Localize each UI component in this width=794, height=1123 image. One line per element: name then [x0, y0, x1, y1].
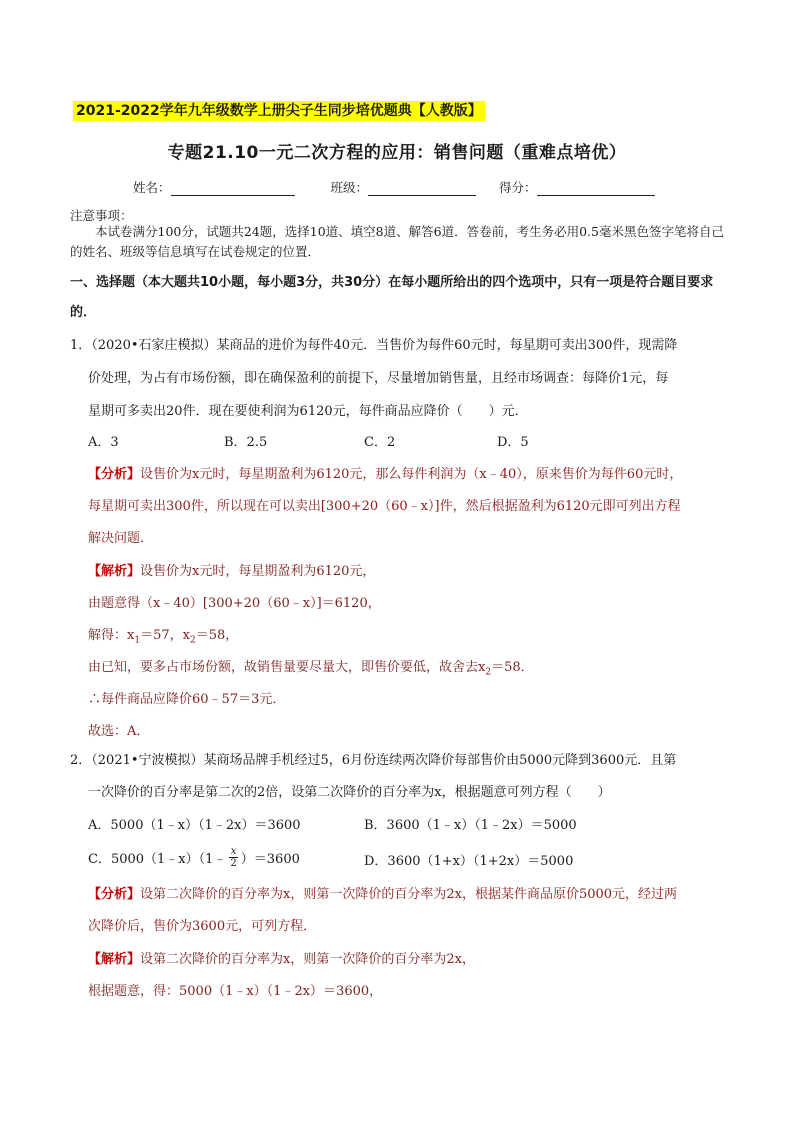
class-label: 班级：	[330, 180, 369, 195]
q1-analysis-text-1: 设售价为x元时，每星期盈利为6120元，那么每件利润为（x﹣40），原来售价为每件60元时，	[140, 467, 683, 482]
q2-analysis-tag: 【分析】	[88, 887, 141, 902]
notice-heading: 注意事项：	[70, 208, 133, 223]
q1-sub-1: 1	[134, 635, 141, 646]
q2-analysis-line-2: 次降价后，售价为3600元，可列方程．	[88, 919, 317, 934]
name-blank[interactable]	[171, 182, 295, 196]
q1-solution-line-3	[70, 624, 238, 646]
q2-solution-line-1	[70, 948, 475, 967]
q2-choice-d[interactable]: D．3600（1+x）（1+2x）＝5000	[364, 854, 574, 869]
q1-solution-4a: 由已知，要多占市场份额，故销售量要尽量大，即售价要低，故舍去x	[88, 660, 486, 675]
q1-solution-line-4	[70, 656, 534, 678]
q1-sub-2b: 2	[485, 667, 492, 678]
q1-line-2: 价处理，为占有市场份额，即在确保盈利的前提下，尽量增加销售量，且经市场调查：每降价1元，每	[88, 371, 669, 386]
document-title: 专题21.10一元二次方程的应用：销售问题（重难点培优）	[167, 143, 627, 163]
score-blank[interactable]	[537, 182, 655, 196]
q1-choice-b[interactable]: B．2.5	[224, 435, 268, 450]
score-field[interactable]	[499, 178, 655, 196]
q1-solution-line-1	[70, 560, 375, 579]
student-info-row	[133, 178, 655, 196]
q1-solution-3a: 解得：x	[88, 628, 135, 643]
q1-choice-d[interactable]: D．5	[497, 435, 529, 450]
q1-solution-line-6: 故选：A．	[88, 724, 150, 739]
q2-fraction-denominator: 2	[230, 858, 237, 869]
q1-solution-line-2: 由题意得（x﹣40）[300+20（60﹣x）]＝6120，	[88, 596, 381, 611]
q2-line-2: 一次降价的百分率是第二次的2倍，设第二次降价的百分率为x，根据题意可列方程（ ）	[88, 785, 611, 800]
q2-fraction-numerator: x	[230, 846, 237, 857]
q2-choice-c-post: ）＝3600	[240, 852, 300, 867]
notice-body: 本试卷满分100分，试题共24题，选择10道、填空8道、解答6道．答卷前，考生务必用0.5毫米黑色签字笔将自己的姓名、班级等信息填写在试卷规定的位置．	[70, 224, 724, 259]
name-label: 姓名：	[133, 180, 171, 195]
q1-choice-a[interactable]: A．3	[88, 435, 119, 450]
q1-sub-2: 2	[189, 635, 196, 646]
name-field[interactable]	[133, 178, 295, 196]
class-field[interactable]	[331, 178, 477, 196]
q1-choice-c[interactable]: C．2	[364, 435, 396, 450]
q2-choice-c-pre: C．5000（1﹣x）（1﹣	[88, 852, 227, 867]
q1-analysis-line-1	[70, 463, 682, 482]
q2-solution-line-2: 根据题意，得：5000（1﹣x）（1﹣2x）＝3600，	[88, 984, 383, 999]
q1-line-3: 星期可多卖出20件．现在要使利润为6120元，每件商品应降价（ ）元．	[88, 404, 528, 419]
q1-solution-text-1: 设售价为x元时，每星期盈利为6120元，	[140, 564, 376, 579]
q1-analysis-tag: 【分析】	[88, 467, 141, 482]
q1-line-1: 1．（2020•石家庄模拟）某商品的进价为每件40元．当售价为每件60元时，每星期可卖出300件，现需降	[70, 338, 678, 353]
q2-analysis-text-1: 设第二次降价的百分率为x，则第一次降价的百分率为2x，根据某件商品原价5000元，经过两	[140, 887, 678, 902]
q2-choice-a[interactable]: A．5000（1﹣x）（1﹣2x）＝3600	[88, 818, 301, 833]
q2-analysis-line-1	[70, 883, 677, 902]
section-heading: 一、选择题（本大题共10小题，每小题3分，共30分）在每小题所给出的四个选项中，只有一项是符合题目要求的．	[70, 275, 714, 320]
q1-solution-3b: ＝57，x	[140, 628, 190, 643]
q2-line-1: 2．（2021•宁波模拟）某商场品牌手机经过5，6月份连续两次降价每部售价由5000元降到3600元．且第	[70, 753, 677, 768]
q1-solution-3c: ＝58，	[195, 628, 239, 643]
score-label: 得分：	[499, 180, 537, 195]
q2-choice-b[interactable]: B．3600（1﹣x）（1﹣2x）＝5000	[364, 818, 577, 833]
q2-solution-tag: 【解析】	[88, 952, 141, 967]
q1-analysis-line-3: 解决问题．	[88, 531, 154, 546]
q1-solution-4b: ＝58．	[491, 660, 534, 675]
q2-choice-c-fraction	[228, 846, 238, 869]
header-banner: 2021-2022学年九年级数学上册尖子生同步培优题典【人教版】	[73, 101, 485, 121]
q1-analysis-line-2: 每星期可卖出300件，所以现在可以卖出[300+20（60﹣x）]件，然后根据盈利为6120元即可列出方程	[88, 499, 681, 514]
q1-solution-tag: 【解析】	[88, 564, 141, 579]
class-blank[interactable]	[368, 182, 476, 196]
q2-choice-c[interactable]	[88, 846, 300, 869]
q2-solution-text-1: 设第二次降价的百分率为x，则第一次降价的百分率为2x，	[140, 952, 475, 967]
q1-solution-line-5: ∴每件商品应降价60﹣57＝3元．	[88, 692, 286, 707]
